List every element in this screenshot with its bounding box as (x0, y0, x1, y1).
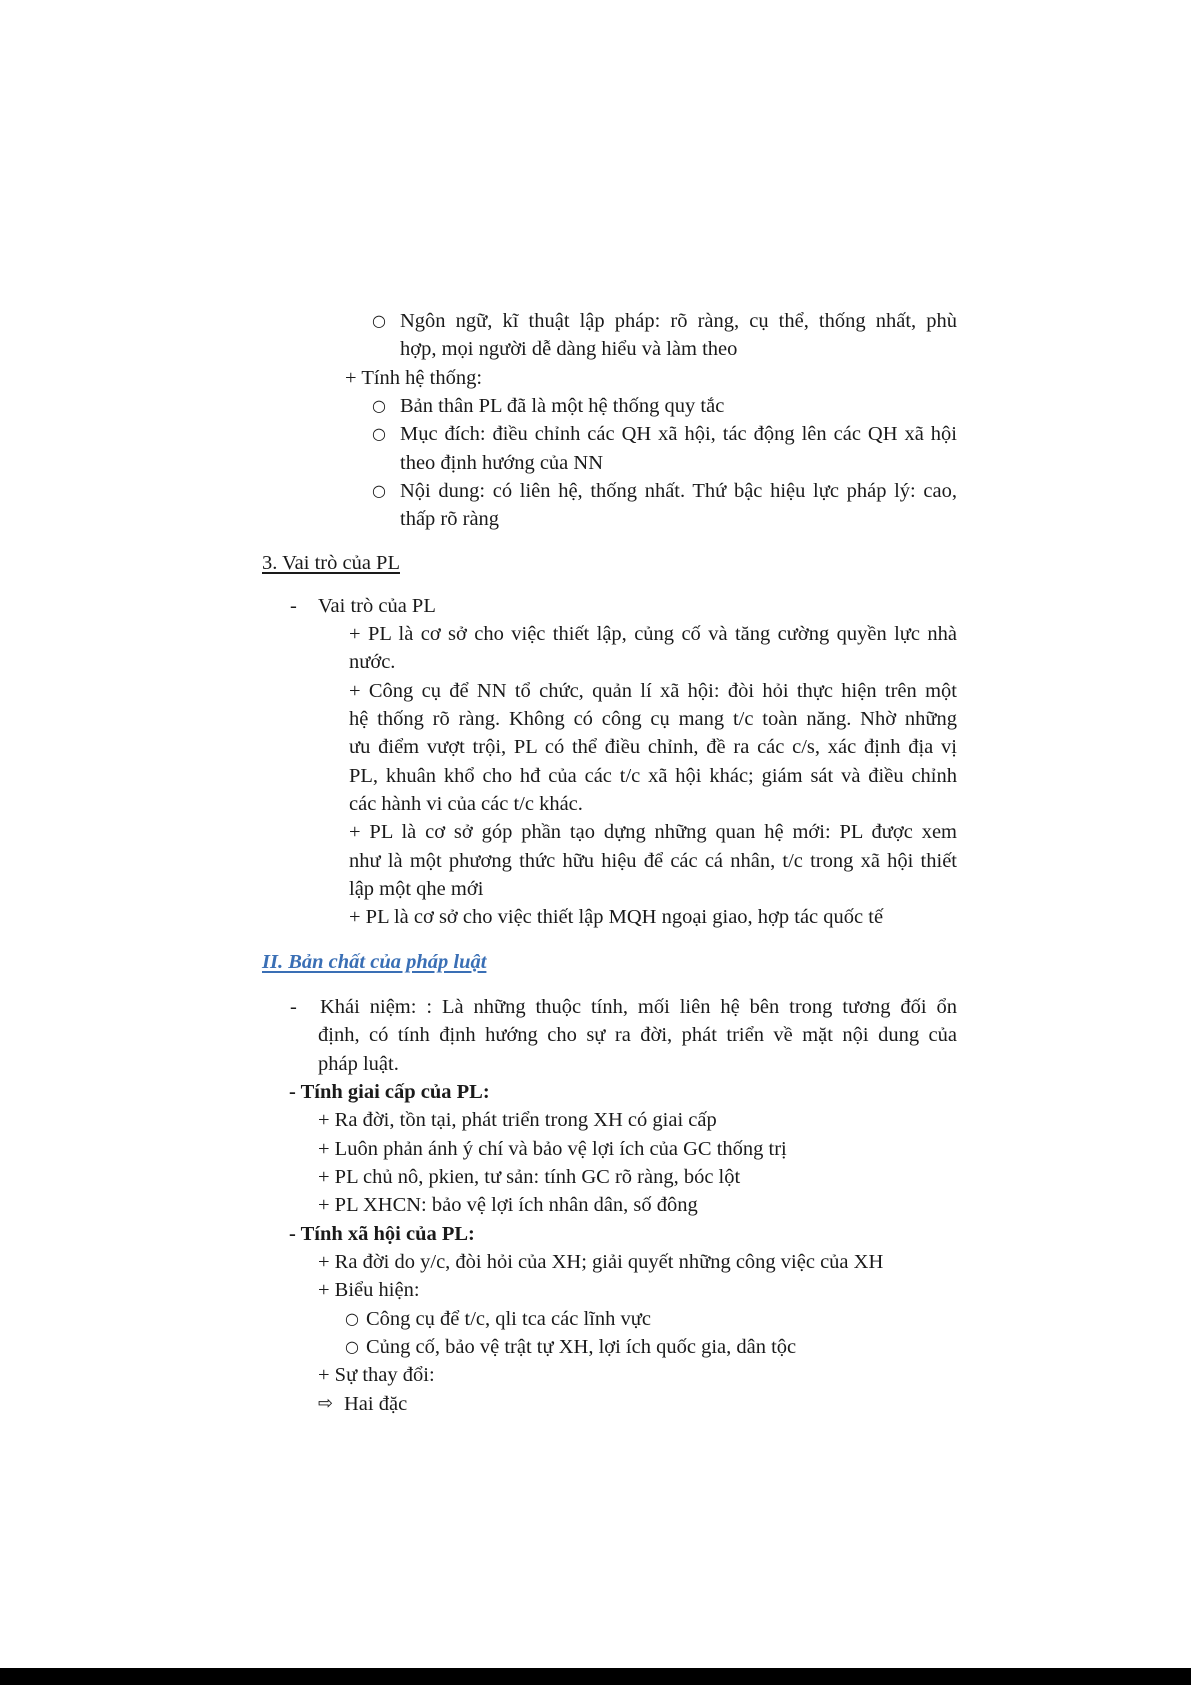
circle-bullet-icon: ○ (372, 481, 386, 500)
circle-bullet-icon: ○ (345, 1337, 359, 1356)
circle-bullet-icon: ○ (372, 311, 386, 330)
text-line: Vai trò của PL (318, 595, 436, 617)
text-line: Bản thân PL đã là một hệ thống quy tắc (400, 395, 725, 417)
text-line: hệ thống rõ ràng. Không có công cụ mang t/c toàn năng. Nhờ những (349, 708, 957, 730)
text-line: Hai đặc (344, 1393, 408, 1415)
text-line: theo định hướng của NN (400, 452, 603, 474)
list-item: + PL chủ nô, pkien, tư sản: tính GC rõ ràng, bóc lột (318, 1166, 741, 1188)
section-heading: II. Bản chất của pháp luật (262, 951, 487, 973)
text-line: Nội dung: có liên hệ, thống nhất. Thứ bậc hiệu lực pháp lý: cao, (400, 480, 957, 502)
list-item: + PL XHCN: bảo vệ lợi ích nhân dân, số đông (318, 1194, 698, 1216)
list-item: + Ra đời, tồn tại, phát triển trong XH có giai cấp (318, 1109, 717, 1131)
dash-bullet: - (290, 996, 297, 1018)
dash-bullet: - (290, 595, 297, 617)
circle-bullet-icon: ○ (372, 424, 386, 443)
sub-heading: - Tính xã hội của PL: (289, 1223, 475, 1245)
bottom-bar (0, 1668, 1191, 1685)
text-line: định, có tính định hướng cho sự ra đời, phát triển về mặt nội dung của (318, 1024, 957, 1046)
text-line: Ngôn ngữ, kĩ thuật lập pháp: rõ ràng, cụ thể, thống nhất, phù (400, 310, 957, 332)
text-line: các hành vi của các t/c khác. (349, 793, 583, 815)
text-line: Khái niệm: : Là những thuộc tính, mối liên hệ bên trong tương đối ổn (320, 996, 957, 1018)
list-item: + Sự thay đổi: (318, 1364, 435, 1386)
list-item: + Luôn phản ánh ý chí và bảo vệ lợi ích của GC thống trị (318, 1138, 787, 1160)
text-line: hợp, mọi người dễ dàng hiểu và làm theo (400, 338, 738, 360)
text-line: + Công cụ để NN tổ chức, quản lí xã hội: đòi hỏi thực hiện trên một (349, 680, 957, 702)
text-line: pháp luật. (318, 1053, 399, 1075)
sub-heading: + Tính hệ thống: (345, 367, 483, 389)
circle-bullet-icon: ○ (345, 1309, 359, 1328)
list-item: + Biểu hiện: (318, 1279, 420, 1301)
circle-bullet-icon: ○ (372, 396, 386, 415)
list-item: + Ra đời do y/c, đòi hỏi của XH; giải quyết những công việc của XH (318, 1251, 884, 1273)
text-line: thấp rõ ràng (400, 508, 500, 530)
text-line: + PL là cơ sở góp phần tạo dựng những quan hệ mới: PL được xem (349, 821, 957, 843)
text-line: + PL là cơ sở cho việc thiết lập, củng cố và tăng cường quyền lực nhà (349, 623, 957, 645)
section-heading: 3. Vai trò của PL (262, 552, 400, 574)
text-line: nước. (349, 651, 396, 673)
list-item: Công cụ để t/c, qli tca các lĩnh vực (366, 1308, 651, 1330)
sub-heading: - Tính giai cấp của PL: (289, 1081, 490, 1103)
arrow-right-icon: ⇨ (318, 1393, 334, 1414)
text-line: PL, khuân khổ cho hđ của các t/c xã hội khác; giám sát và điều chỉnh (349, 765, 957, 787)
text-line: Mục đích: điều chỉnh các QH xã hội, tác động lên các QH xã hội (400, 423, 957, 445)
list-item: Củng cố, bảo vệ trật tự XH, lợi ích quốc gia, dân tộc (366, 1336, 797, 1358)
text-line: lập một qhe mới (349, 878, 484, 900)
text-line: như là một phương thức hữu hiệu để các cá nhân, t/c trong xã hội thiết (349, 850, 957, 872)
text-line: + PL là cơ sở cho việc thiết lập MQH ngoại giao, hợp tác quốc tế (349, 906, 884, 928)
text-line: ưu điểm vượt trội, PL có thể điều chỉnh, đề ra các c/s, xác định địa vị (349, 736, 957, 758)
